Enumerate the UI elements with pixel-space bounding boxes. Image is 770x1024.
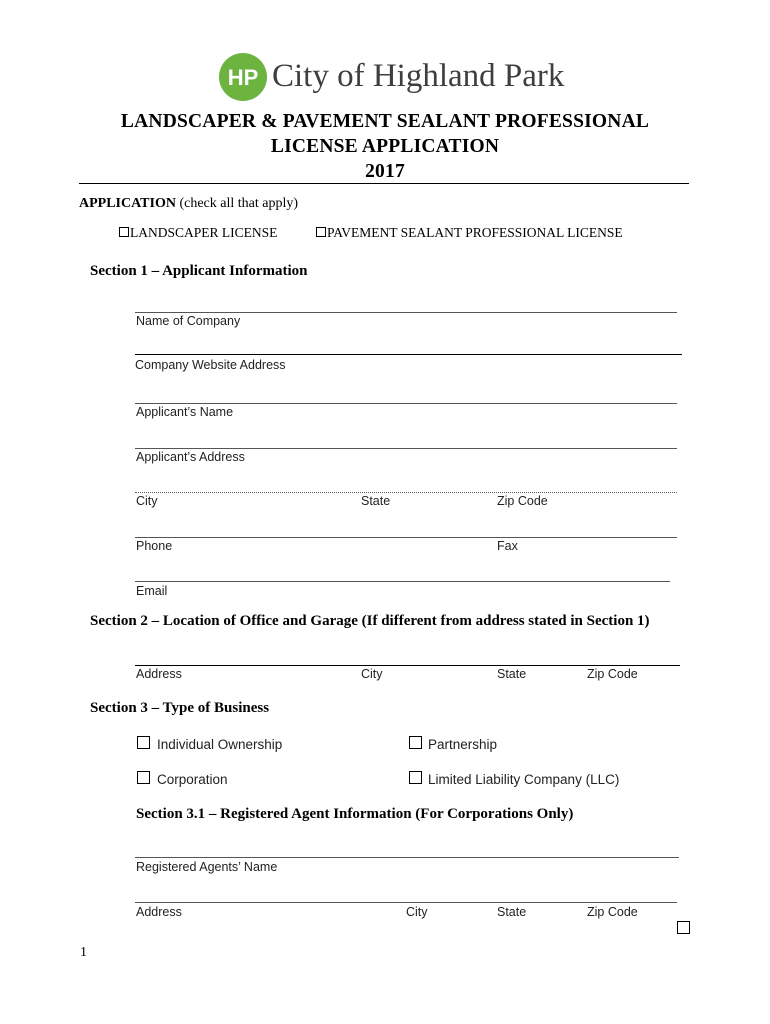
form-title-line1: LANDSCAPER & PAVEMENT SEALANT PROFESSIONAL <box>120 111 650 132</box>
zip-label: Zip Code <box>497 494 548 508</box>
partnership-label: Partnership <box>428 737 498 752</box>
agent-name-line[interactable] <box>135 857 679 858</box>
section3-heading: Section 3 – Type of Business <box>90 700 270 716</box>
agent-state-label: State <box>497 905 527 919</box>
office-city-label: City <box>361 667 383 681</box>
corporation-checkbox[interactable] <box>137 771 150 784</box>
svg-text:HP: HP <box>227 65 259 90</box>
corporation-label: Corporation <box>157 772 228 787</box>
partnership-checkbox[interactable] <box>409 736 422 749</box>
website-line[interactable] <box>135 354 682 355</box>
applicant-name-line[interactable] <box>135 403 677 404</box>
company-name-label: Name of Company <box>136 314 241 328</box>
agent-address-label: Address <box>136 905 182 919</box>
office-address-label: Address <box>136 667 182 681</box>
landscaper-license-checkbox[interactable] <box>119 227 129 237</box>
landscaper-license-label: LANDSCAPER LICENSE <box>130 225 278 240</box>
city-name: City of Highland Park <box>272 58 565 94</box>
phone-label: Phone <box>136 539 173 553</box>
form-title-year: 2017 <box>365 161 405 182</box>
company-name-line[interactable] <box>135 312 677 313</box>
individual-ownership-checkbox[interactable] <box>137 736 150 749</box>
phone-fax-line[interactable] <box>135 537 677 538</box>
pavement-license-label: PAVEMENT SEALANT PROFESSIONAL LICENSE <box>327 225 623 240</box>
section2-heading: Section 2 – Location of Office and Garage (If different from address stated in Section 1) <box>90 613 650 629</box>
stray-checkbox[interactable] <box>677 921 690 934</box>
email-label: Email <box>136 584 168 598</box>
fax-label: Fax <box>497 539 518 553</box>
section31-heading: Section 3.1 – Registered Agent Information (For Corporations Only) <box>136 806 574 822</box>
applicant-address-line[interactable] <box>135 448 677 449</box>
llc-label: Limited Liability Company (LLC) <box>428 772 620 787</box>
office-zip-label: Zip Code <box>587 667 638 681</box>
office-state-label: State <box>497 667 527 681</box>
page-number: 1 <box>80 945 87 960</box>
website-label: Company Website Address <box>135 358 286 372</box>
pavement-license-checkbox[interactable] <box>316 227 326 237</box>
applicant-name-label: Applicant’s Name <box>136 405 234 419</box>
city-state-zip-line[interactable] <box>135 492 677 493</box>
city-logo <box>219 53 267 101</box>
agent-name-label: Registered Agents’ Name <box>136 860 278 874</box>
city-label: City <box>136 494 158 508</box>
agent-address-line[interactable] <box>135 902 677 903</box>
email-line[interactable] <box>135 581 670 582</box>
hp-logo-icon <box>219 53 267 101</box>
state-label: State <box>361 494 391 508</box>
form-title-line2: LICENSE APPLICATION <box>270 136 500 157</box>
agent-city-label: City <box>406 905 428 919</box>
applicant-address-label: Applicant’s Address <box>136 450 245 464</box>
llc-checkbox[interactable] <box>409 771 422 784</box>
application-heading: APPLICATION (check all that apply) <box>79 196 299 211</box>
individual-ownership-label: Individual Ownership <box>157 737 283 752</box>
office-address-line[interactable] <box>135 665 680 666</box>
title-divider <box>79 183 689 184</box>
agent-zip-label: Zip Code <box>587 905 638 919</box>
section1-heading: Section 1 – Applicant Information <box>90 263 308 279</box>
